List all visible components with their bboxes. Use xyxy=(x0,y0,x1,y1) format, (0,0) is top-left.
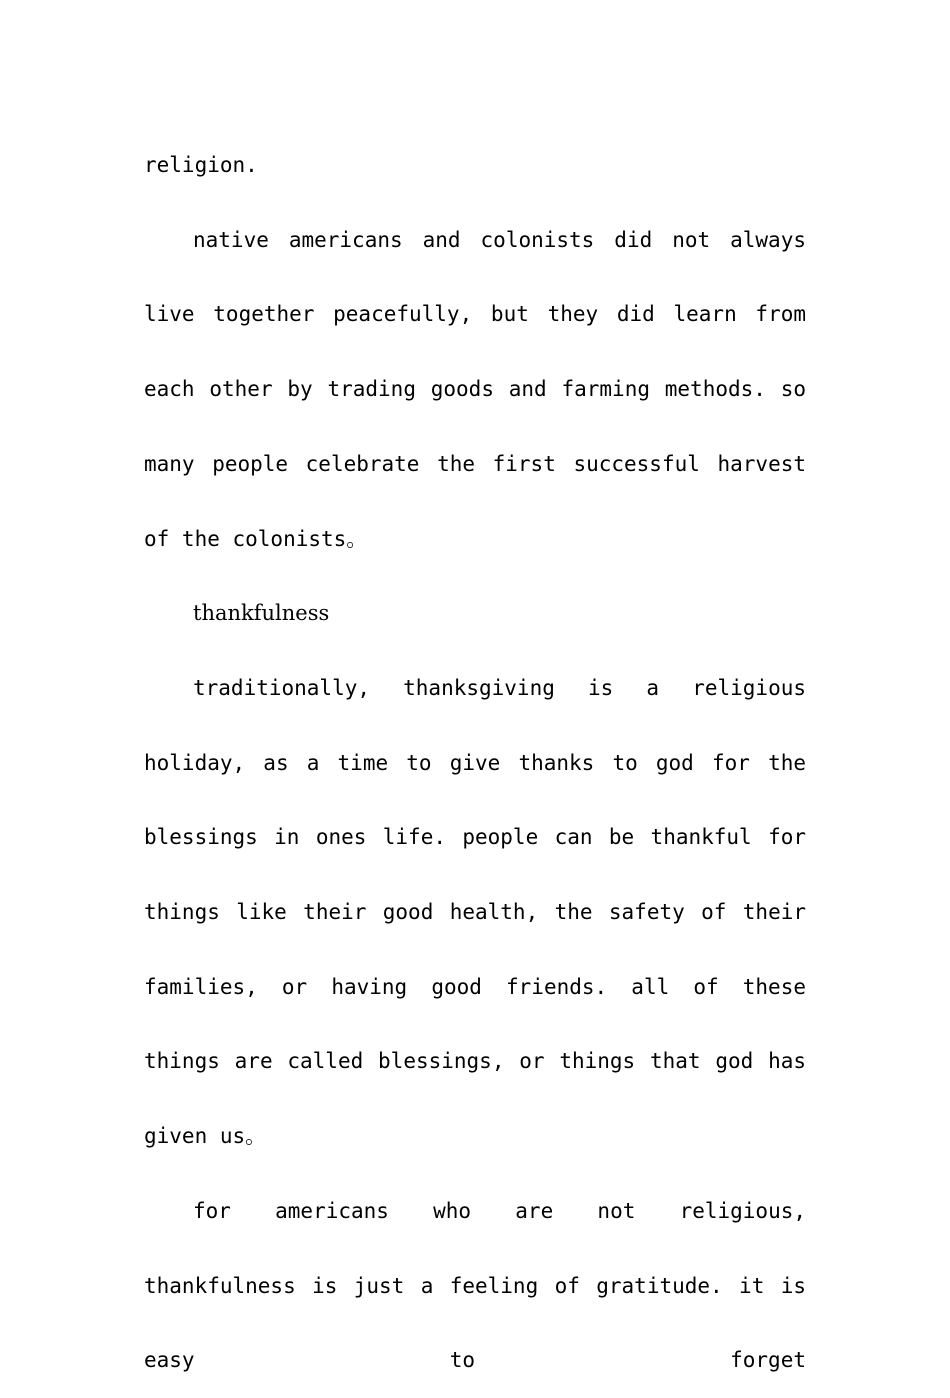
section-heading-thankfulness: thankfulness xyxy=(193,601,330,626)
document-body xyxy=(144,128,806,1398)
paragraph-native-americans: native americans and colonists did not always live together peacefully, but they did learn from each other by trading goods and farming methods. so many people celebrate the first successful harvest of the colonists。 xyxy=(144,227,806,551)
paragraph-traditionally: traditionally, thanksgiving is a religious holiday, as a time to give thanks to god for the blessings in ones life. people can be thankful for things like their good health, the safety of their families, or having good friends. all of these things are called blessings, or things that god has given us。 xyxy=(144,675,806,1149)
paragraph-continuation: religion. xyxy=(144,153,258,177)
paragraph-not-religious: for americans who are not religious, thankfulness is just a feeling of gratitude. it is easy to forget xyxy=(144,1198,806,1373)
